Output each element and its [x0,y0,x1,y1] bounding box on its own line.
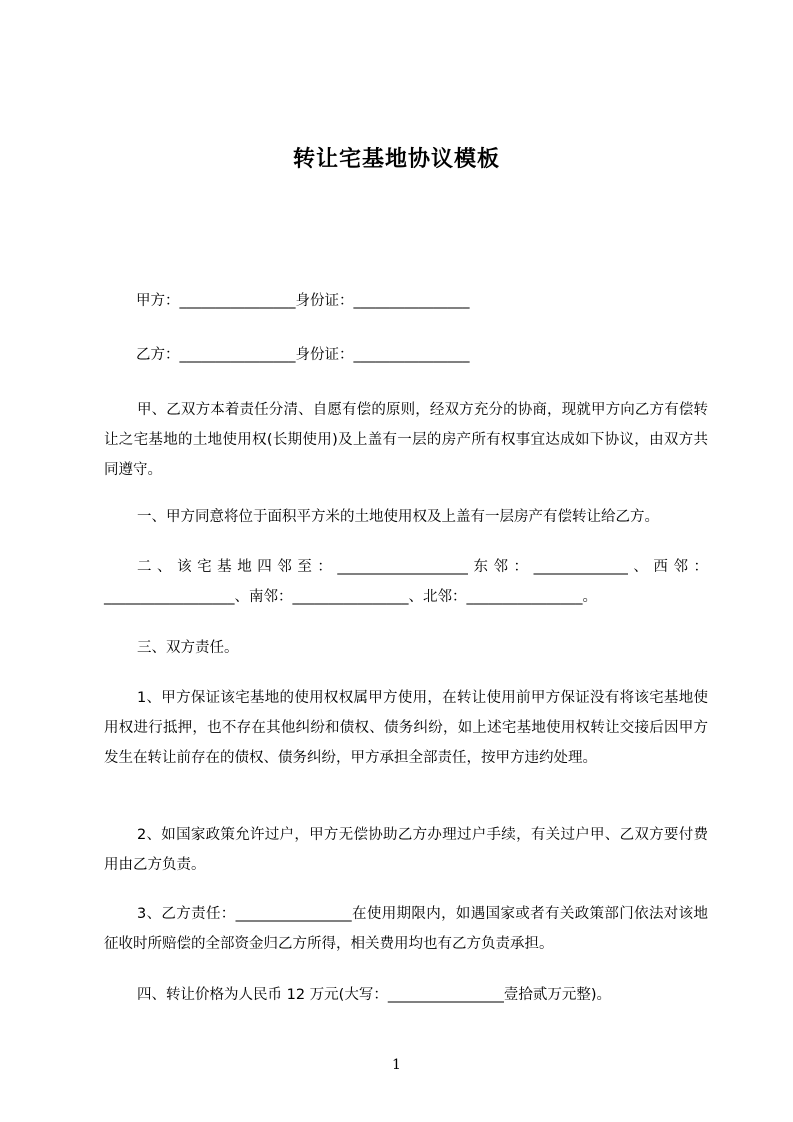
clause-3-3: 3、乙方责任：________________在使用期限内，如遇国家或者有关政策部门依法对该地征收时所赔偿的全部资金归乙方所得，相关费用均也有乙方负责承担。 [104,906,708,952]
clause-1: 一、甲方同意将位于面积平方米的土地使用权及上盖有一层房产有偿转让给乙方。 [137,509,659,525]
clause-4: 四、转让价格为人民币 12 万元(大写：________________壹拾贰万元整)。 [137,987,611,1003]
clause-3-2: 2、如国家政策允许过户，甲方无偿协助乙方办理过户手续，有关过户甲、乙双方要付费用由乙方负责。 [104,827,708,873]
clause-3-1: 1、甲方保证该宅基地的使用权权属甲方使用，在转让使用前甲方保证没有将该宅基地使用权进行抵押，也不存在其他纠纷和债权、债务纠纷，如上述宅基地使用权转让交接后因甲方发生在转让前存在的债权、债务纠纷，甲方承担全部责任，按甲方违约处理。 [104,690,708,766]
clause-3-heading: 三、双方责任。 [137,640,239,656]
party-b-line: 乙方：________________身份证：________________ [136,347,470,363]
party-a-line: 甲方：________________身份证：________________ [136,293,470,309]
clause-2: 二、该宅基地四邻至：__________________东邻：_____________、西邻：__________________、南邻：________________、北邻：________________。 [104,559,708,605]
document-title: 转让宅基地协议模板 [292,147,500,172]
page-number: 1 [392,1057,401,1073]
intro-paragraph: 甲、乙双方本着责任分清、自愿有偿的原则，经双方充分的协商，现就甲方向乙方有偿转让之宅基地的土地使用权(长期使用)及上盖有一层的房产所有权事宜达成如下协议，由双方共同遵守。 [104,402,708,478]
